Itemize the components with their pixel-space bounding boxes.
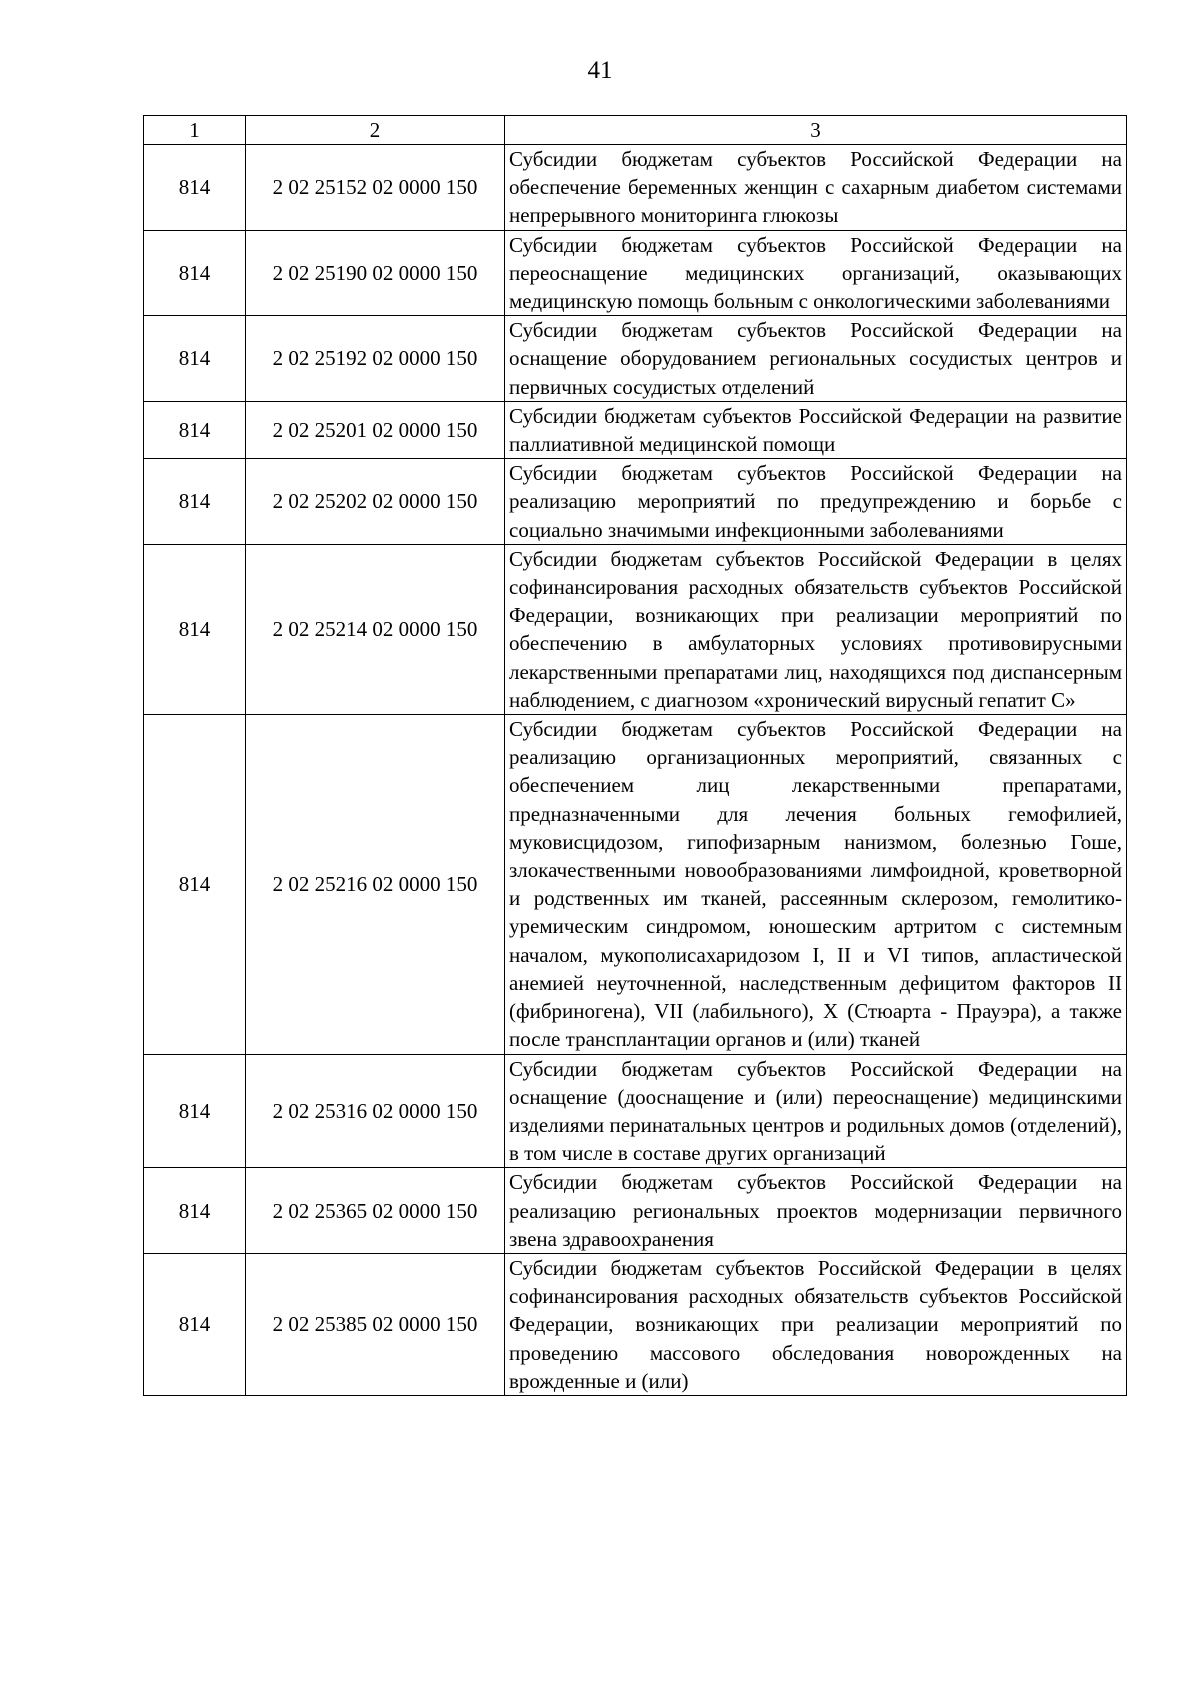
budget-code-cell: 2 02 25192 02 0000 150	[246, 316, 505, 402]
table-row	[144, 1168, 1127, 1254]
table-header-row	[144, 116, 1127, 145]
budget-code-cell: 2 02 25385 02 0000 150	[246, 1253, 505, 1395]
admin-code-cell: 814	[144, 316, 246, 402]
admin-code-cell: 814	[144, 230, 246, 316]
admin-code-cell: 814	[144, 715, 246, 1054]
table-row	[144, 230, 1127, 316]
column-header-description: 3	[505, 116, 1127, 145]
budget-code-cell: 2 02 25152 02 0000 150	[246, 145, 505, 231]
table-row	[144, 544, 1127, 714]
table-row	[144, 459, 1127, 545]
table-row	[144, 1253, 1127, 1395]
table-row	[144, 715, 1127, 1054]
column-header-admin: 1	[144, 116, 246, 145]
description-cell: Субсидии бюджетам субъектов Российской Федерации на развитие паллиативной медицинской помощи	[505, 401, 1127, 458]
admin-code-cell: 814	[144, 1168, 246, 1254]
description-cell: Субсидии бюджетам субъектов Российской Федерации на обеспечение беременных женщин с сахарным диабетом системами непрерывного мониторинга глюкозы	[505, 145, 1127, 231]
table-row	[144, 316, 1127, 402]
page-number: 41	[587, 57, 613, 84]
description-cell: Субсидии бюджетам субъектов Российской Федерации на реализацию мероприятий по предупреждению и борьбе с социально значимыми инфекционными заболеваниями	[505, 459, 1127, 545]
budget-code-cell: 2 02 25365 02 0000 150	[246, 1168, 505, 1254]
description-cell: Субсидии бюджетам субъектов Российской Федерации на переоснащение медицинских организаций, оказывающих медицинскую помощь больным с онкологическими заболеваниями	[505, 230, 1127, 316]
admin-code-cell: 814	[144, 145, 246, 231]
budget-code-cell: 2 02 25316 02 0000 150	[246, 1054, 505, 1168]
budget-revenue-table	[143, 115, 1127, 1396]
admin-code-cell: 814	[144, 459, 246, 545]
admin-code-cell: 814	[144, 544, 246, 714]
description-cell: Субсидии бюджетам субъектов Российской Федерации на оснащение (дооснащение и (или) переоснащение) медицинскими изделиями перинатальных центров и родильных домов (отделений), в том числе в составе других организаций	[505, 1054, 1127, 1168]
admin-code-cell: 814	[144, 1054, 246, 1168]
budget-code-cell: 2 02 25190 02 0000 150	[246, 230, 505, 316]
table-row	[144, 401, 1127, 458]
description-cell: Субсидии бюджетам субъектов Российской Федерации на оснащение оборудованием региональных сосудистых центров и первичных сосудистых отделений	[505, 316, 1127, 402]
budget-code-cell: 2 02 25201 02 0000 150	[246, 401, 505, 458]
admin-code-cell: 814	[144, 1253, 246, 1395]
budget-code-cell: 2 02 25216 02 0000 150	[246, 715, 505, 1054]
budget-code-cell: 2 02 25202 02 0000 150	[246, 459, 505, 545]
table-row	[144, 1054, 1127, 1168]
description-cell: Субсидии бюджетам субъектов Российской Федерации на реализацию организационных мероприятий, связанных с обеспечением лиц лекарственными препаратами, предназначенными для лечения больных гемофилией, муковисцидозом, гипофизарным нанизмом, болезнью Гоше, злокачественными новообразованиями лимфоидной, кроветворной и родственных им тканей, рассеянным склерозом, гемолитико-уремическим синдромом, юношеским артритом с системным началом, мукополисахаридозом I, II и VI типов, апластической анемией неуточненной, наследственным дефицитом факторов II (фибриногена), VII (лабильного), X (Стюарта - Прауэра), а также после трансплантации органов и (или) тканей	[505, 715, 1127, 1054]
description-cell	[505, 1253, 1127, 1395]
description-text: Субсидии бюджетам субъектов Российской Федерации в целях софинансирования расходных обязательств субъектов Российской Федерации, возникающих при реализации мероприятий по проведению массового обследования новорожденных на врожденные и (или)	[509, 1255, 1122, 1393]
description-cell: Субсидии бюджетам субъектов Российской Федерации в целях софинансирования расходных обязательств субъектов Российской Федерации, возникающих при реализации мероприятий по обеспечению в амбулаторных условиях противовирусными лекарственными препаратами лиц, находящихся под диспансерным наблюдением, с диагнозом «хронический вирусный гепатит С»	[505, 544, 1127, 714]
budget-code-cell: 2 02 25214 02 0000 150	[246, 544, 505, 714]
description-cell: Субсидии бюджетам субъектов Российской Федерации на реализацию региональных проектов модернизации первичного звена здравоохранения	[505, 1168, 1127, 1254]
admin-code-cell: 814	[144, 401, 246, 458]
table-row	[144, 145, 1127, 231]
column-header-code: 2	[246, 116, 505, 145]
